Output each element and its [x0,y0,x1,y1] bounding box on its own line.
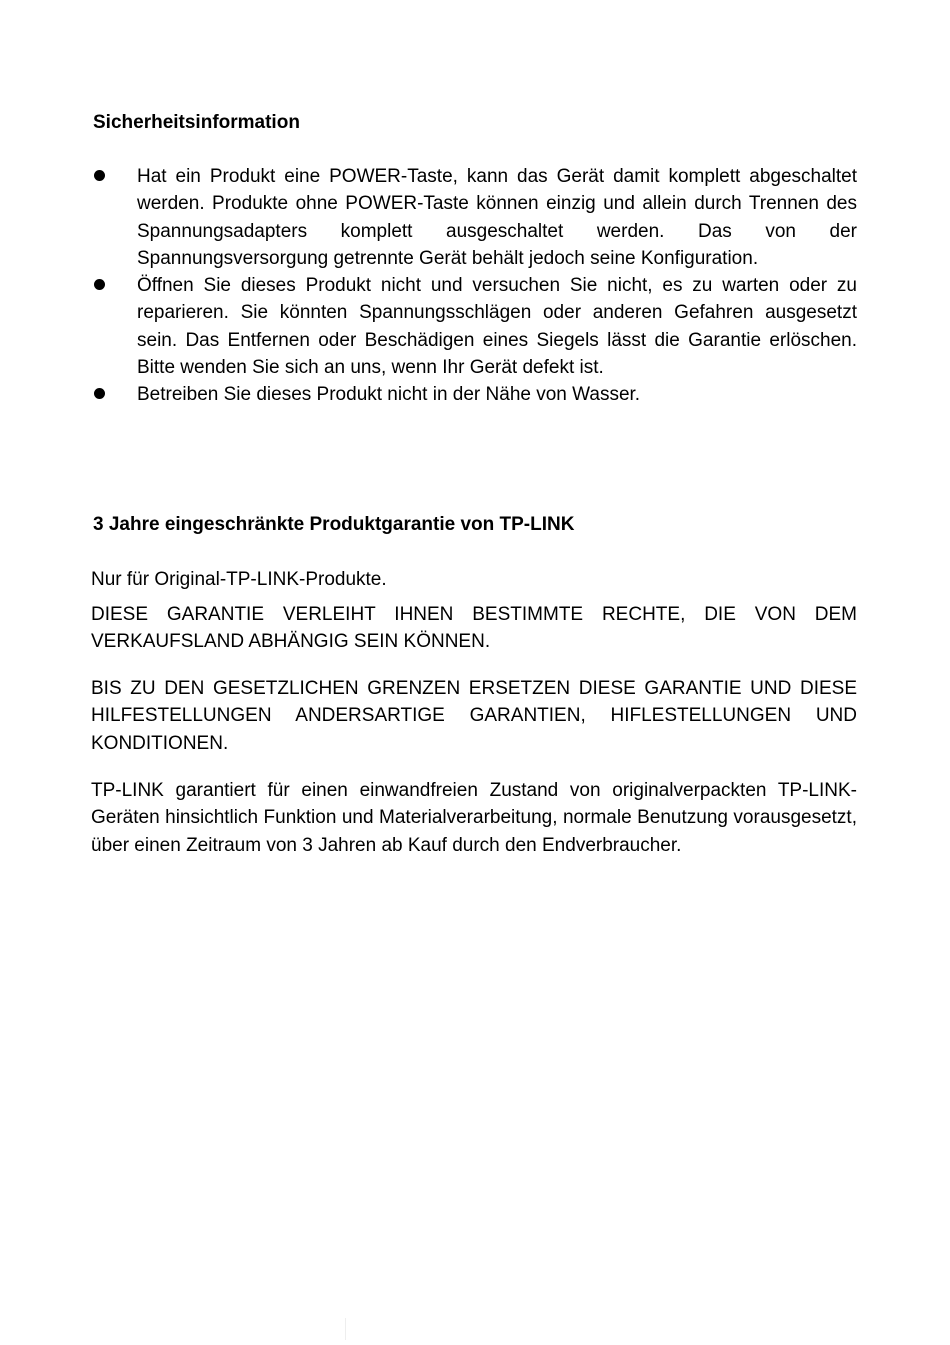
safety-bullet-text: Betreiben Sie dieses Produkt nicht in der Nähe von Wasser. [137,384,641,406]
bullet-icon [94,170,105,181]
bullet-icon [94,279,105,290]
safety-bullet-item [91,163,857,272]
warranty-heading: 3 Jahre eingeschränkte Produktgarantie von TP-LINK [93,514,575,535]
warranty-original-products-paragraph: Nur für Original-TP-LINK-Produkte. [91,569,387,590]
bullet-icon [94,388,105,399]
safety-bullet-item [91,381,857,408]
safety-bullet-item [91,272,857,381]
warranty-rights-paragraph: DIESE GARANTIE VERLEIHT IHNEN BESTIMMTE RECHTE, DIE VON DEM VERKAUFSLAND ABHÄNGIG SEIN KÖNNEN. [91,604,857,653]
safety-bullet-text: Öffnen Sie dieses Produkt nicht und versuchen Sie nicht, es zu warten oder zu reparieren. Sie könnten Spannungsschlägen oder anderen Gefahren ausgesetzt sein. Das Entfernen oder Beschädigen eines Siegels lässt die Garantie erlöschen. Bitte wenden Sie sich an uns, wenn Ihr Gerät defekt ist. [137,275,857,379]
safety-bullet-list [91,163,857,409]
safety-bullet-text: Hat ein Produkt eine POWER-Taste, kann das Gerät damit komplett abgeschaltet werden. Produkte ohne POWER-Taste können einzig und allein durch Trennen des Spannungsadapters komplett ausgeschaltet werden. Das von der Spannungsversorgung getrennte Gerät behält jedoch seine Konfiguration. [137,166,857,269]
safety-heading: Sicherheitsinformation [93,112,300,133]
warranty-limits-paragraph: BIS ZU DEN GESETZLICHEN GRENZEN ERSETZEN DIESE GARANTIE UND DIESE HILFESTELLUNGEN ANDERSARTIGE GARANTIEN, HIFLESTELLUNGEN UND KONDITIONEN. [91,678,857,754]
page-footer-mark [345,1318,346,1340]
warranty-guarantee-paragraph: TP-LINK garantiert für einen einwandfreien Zustand von originalverpackten TP-LINK-Geräten hinsichtlich Funktion und Materialverarbeitung, normale Benutzung vorausgesetzt, über einen Zeitraum von 3 Jahren ab Kauf durch den Endverbraucher. [91,780,857,856]
